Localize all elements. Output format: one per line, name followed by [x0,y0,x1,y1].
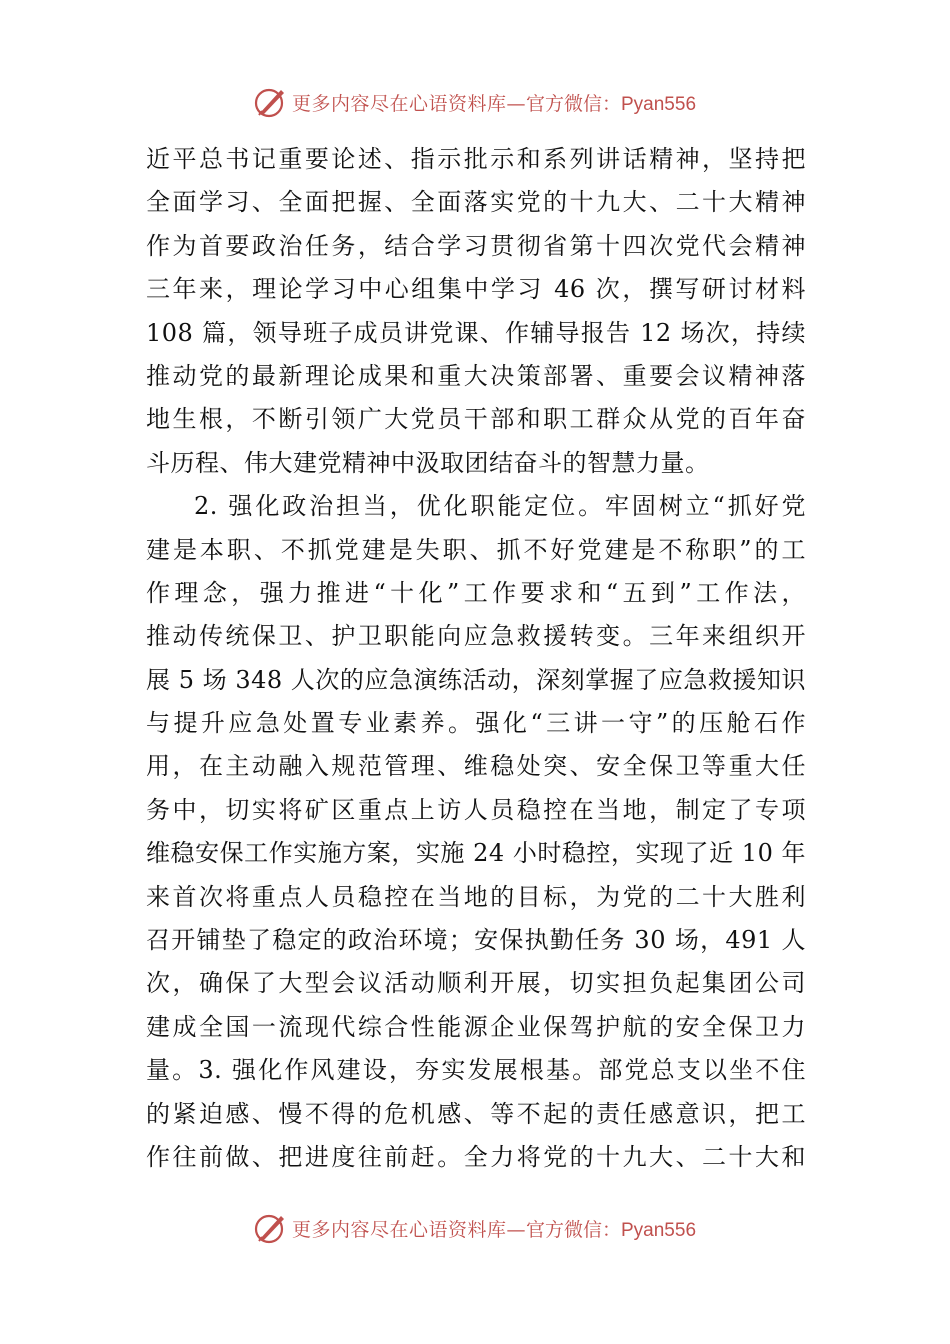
body-line: 三年来，理论学习中心组集中学习 46 次，撰写研讨材料 [146,275,806,304]
body-line: 的紧迫感、慢不得的危机感、等不起的责任感意识，把工 [146,1099,806,1128]
body-line: 斗历程、伟大建党精神中汲取团结奋斗的智慧力量。 [146,448,710,477]
banner-wechat-tag: 官方微信：Pyan556 [526,93,697,115]
body-line: 近平总书记重要论述、指示批示和系列讲话精神，坚持把 [146,145,806,173]
body-line: 务中，切实将矿区重点上访人员稳控在当地，制定了专项 [146,795,806,824]
footer-watermark-banner [0,1208,950,1248]
body-line: 来首次将重点人员稳控在当地的目标，为党的二十大胜利 [146,882,806,911]
body-line: 次，确保了大型会议活动顺利开展，切实担负起集团公司 [146,969,806,998]
banner-text: 更多内容尽在心语资料库— [291,1218,526,1241]
body-line: 2. 强化政治担当，优化职能定位。牢固树立“抓好党 [194,492,806,521]
body-line: 地生根，不断引领广大党员干部和职工群众从党的百年奋 [146,405,806,434]
body-line: 与提升应急处置专业素养。强化“三讲一守”的压舱石作 [146,709,806,738]
body-line: 全面学习、全面把握、全面落实党的十九大、二十大精神 [146,188,806,217]
body-line: 作为首要政治任务，结合学习贯彻省第十四次党代会精神 [146,231,806,260]
body-line: 召开铺垫了稳定的政治环境；安保执勤任务 30 场，491 人 [146,926,806,955]
body-line: 建成全国一流现代综合性能源企业保驾护航的安全保卫力 [146,1012,806,1041]
body-line: 推动传统保卫、护卫职能向应急救援转变。三年来组织开 [146,622,806,651]
body-line: 量。3. 强化作风建设，夯实发展根基。部党总支以坐不住 [146,1056,806,1085]
body-line: 展 5 场 348 人次的应急演练活动，深刻掌握了应急救援知识 [146,665,806,694]
body-line: 用，在主动融入规范管理、维稳处突、安全保卫等重大任 [146,752,806,781]
header-watermark-banner [0,82,950,122]
body-line: 作往前做、把进度往前赶。全力将党的十九大、二十大和 [146,1142,806,1171]
body-line: 维稳安保工作实施方案，实施 24 小时稳控，实现了近 10 年 [146,839,806,868]
banner-wechat-tag: 官方微信：Pyan556 [526,1219,697,1241]
quill-pen-in-circle-icon [254,1211,288,1245]
quill-pen-in-circle-icon [254,85,288,119]
body-line: 作理念，强力推进“十化”工作要求和“五到”工作法， [146,578,806,607]
body-line: 建是本职、不抓党建是失职、抓不好党建是不称职”的工 [146,535,806,564]
banner-text: 更多内容尽在心语资料库— [291,92,526,115]
body-line: 推动党的最新理论成果和重大决策部署、重要会议精神落 [146,361,806,390]
document-body [146,138,806,1179]
body-line: 108 篇，领导班子成员讲党课、作辅导报告 12 场次，持续 [146,318,806,347]
